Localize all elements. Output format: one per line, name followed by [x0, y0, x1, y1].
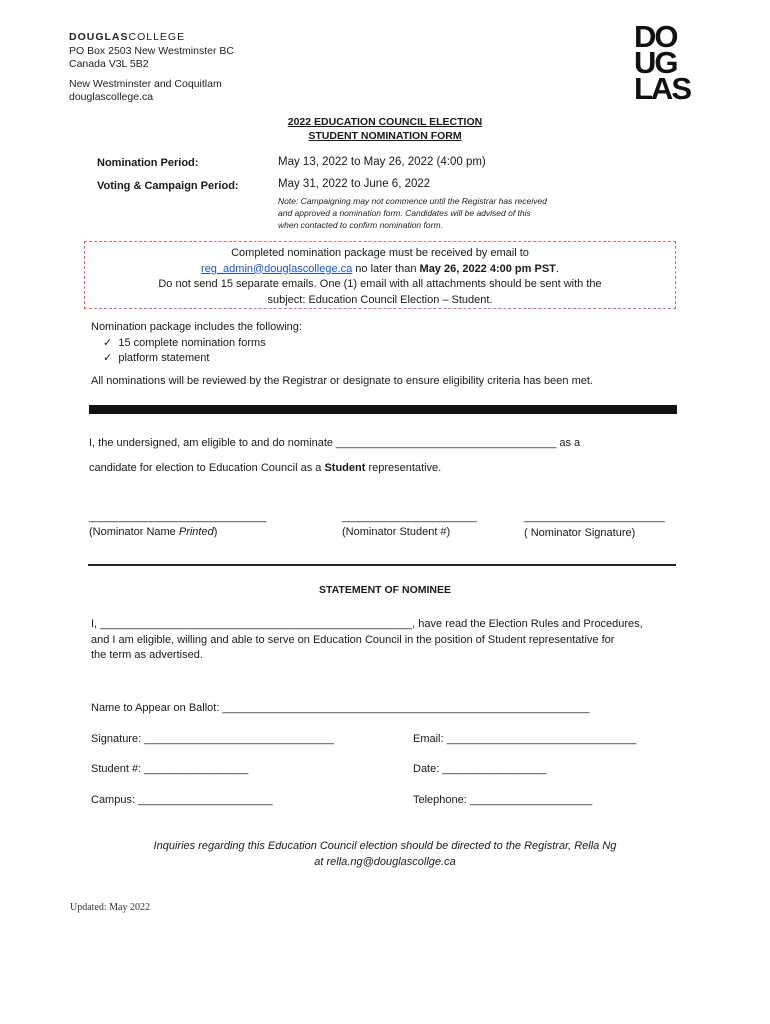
submission-notice-box: Completed nomination package must be received by email to reg_admin@douglascollege.ca no later than May 26, 2022 4:00 pm PST. Do not send 15 separate emails. One (1) email with all attachments should be sent with the subject: Education Council Election – Student. — [84, 241, 676, 309]
nominee-telephone-field[interactable]: Telephone: ____________________ — [413, 794, 593, 806]
nomination-line-2: candidate for election to Education Council as a Student representative. — [89, 462, 442, 474]
voting-period-value: May 31, 2022 to June 6, 2022 — [278, 178, 431, 190]
nominator-name-field[interactable]: _____________________________ — [89, 511, 267, 523]
nominee-student-number-field[interactable]: Student #: _________________ — [91, 763, 249, 775]
list-item: ✓ 15 complete nomination forms — [103, 336, 266, 349]
campaign-note: Note: Campaigning may not commence until the Registrar has received and approved a nomination form. Candidates will be advised of this when contacted to confirm nomination form. — [278, 196, 547, 230]
douglas-logo: DO UG LAS — [634, 19, 690, 106]
college-address-block — [69, 31, 234, 105]
nominator-student-number-field[interactable]: ______________________ — [342, 511, 477, 523]
list-item: ✓ platform statement — [103, 352, 210, 364]
title-line-2: STUDENT NOMINATION FORM — [308, 130, 462, 142]
nominee-signature-field[interactable]: Signature: _______________________________ — [91, 733, 334, 745]
checkmark-icon: ✓ — [103, 336, 113, 349]
nominator-signature-label: ( Nominator Signature) — [524, 527, 636, 539]
package-intro: Nomination package includes the following: — [91, 321, 302, 333]
address-line-2: Canada V3L 5B2 — [69, 58, 149, 70]
review-statement: All nominations will be reviewed by the Registrar or designate to ensure eligibility criteria has been met. — [91, 375, 593, 387]
statement-paragraph: I, ___________________________________________________, have read the Election Rules and Procedures, and I am eligible, willing and able to serve on Education Council in the position of Student representative for the term as advertised. — [91, 618, 643, 661]
nomination-period-label: Nomination Period: — [97, 157, 199, 169]
address-line-1: PO Box 2503 New Westminster BC — [69, 44, 234, 57]
website-text: douglascollege.ca — [69, 91, 154, 103]
ballot-name-field[interactable]: Name to Appear on Ballot: ____________________________________________________________ — [91, 702, 590, 714]
checkmark-icon: ✓ — [103, 352, 113, 364]
college-wordmark: DOUGLASCOLLEGE — [69, 31, 186, 43]
package-contents — [91, 320, 302, 367]
nomination-line-1[interactable]: I, the undersigned, am eligible to and do nominate ____________________________________ as a — [89, 437, 581, 449]
nominator-name-label: (Nominator Name Printed) — [89, 526, 218, 538]
statement-name-field[interactable]: I, ___________________________________________________, have read the Election Rules and Procedures, — [91, 618, 643, 630]
registrar-email-link[interactable]: reg_admin@douglascollege.ca — [201, 262, 353, 275]
title-line-1: 2022 EDUCATION COUNCIL ELECTION — [287, 116, 483, 128]
voting-period-label: Voting & Campaign Period: — [97, 180, 239, 192]
form-title — [0, 115, 770, 143]
nominee-email-field[interactable]: Email: _______________________________ — [413, 733, 637, 745]
inquiries-footer: Inquiries regarding this Education Council election should be directed to the Registrar, Rella Ng at rella.ng@douglascollge.ca — [0, 838, 770, 870]
nominee-date-field[interactable]: Date: _________________ — [413, 763, 547, 775]
registrar-contact-email: at rella.ng@douglascollge.ca — [314, 856, 456, 868]
nominee-campus-field[interactable]: Campus: ______________________ — [91, 794, 273, 806]
deadline-text: May 26, 2022 4:00 pm PST — [419, 262, 556, 275]
section-divider-thick — [89, 405, 677, 414]
nominator-student-number-label: (Nominator Student #) — [342, 526, 451, 538]
statement-heading: STATEMENT OF NOMINEE — [318, 584, 452, 596]
campus-line: New Westminster and Coquitlam — [69, 77, 222, 90]
updated-date: Updated: May 2022 — [70, 902, 150, 913]
nomination-period-value: May 13, 2022 to May 26, 2022 (4:00 pm) — [278, 156, 486, 168]
nominator-signature-field[interactable]: _______________________ — [524, 511, 665, 523]
section-divider-thin — [88, 564, 676, 566]
